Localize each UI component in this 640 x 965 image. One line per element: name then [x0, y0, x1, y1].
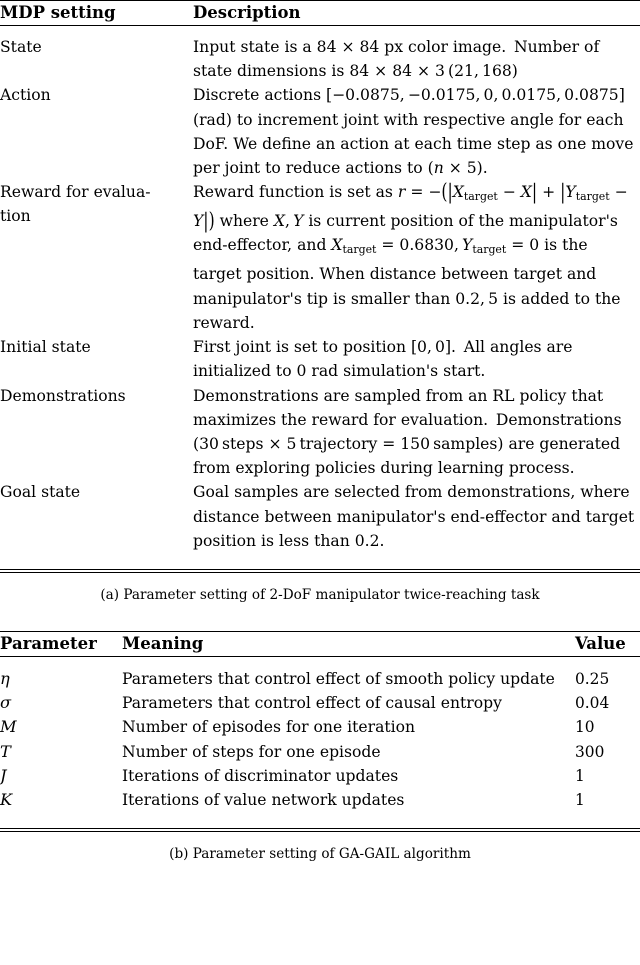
table-a-bottom-spacer — [0, 553, 640, 569]
table-a-cell-description: First joint is set to position [0, 0]. All angles are initialized to 0 rad simulation's start. — [193, 338, 573, 381]
table-b-cell-meaning: Number of steps for one episode — [122, 742, 381, 761]
table-a-header-mdp-setting: MDP setting — [0, 3, 116, 22]
table-b-cell-parameter: M — [0, 717, 17, 737]
table-b-cell-value: 1 — [575, 766, 585, 785]
table-b-cell-value: 1 — [575, 790, 585, 809]
table-row — [0, 26, 640, 83]
table-b-header-value: Value — [575, 633, 626, 653]
table-b-container — [0, 631, 640, 864]
table-b-cell-parameter: σ — [0, 693, 12, 713]
table-a-header-row — [0, 1, 640, 25]
table-b-cell-meaning: Iterations of discriminator updates — [122, 766, 399, 785]
table-a-cell-setting: State — [0, 38, 42, 56]
table-b-cell-parameter: η — [0, 668, 10, 688]
table-a-caption: (a) Parameter setting of 2-DoF manipulator twice-reaching task — [100, 586, 540, 603]
table-b-cell-parameter: T — [0, 741, 11, 761]
table-a-cell-description: Reward function is set as $r = -(|X_{target} - X| + |Y_{target} - Y|)$ where X, Y is current position of the manipulator's end-effector, and $X_{target} = 0.6830$, $Y_{target} = 0$ is the target position. When distance between target and manipulator's tip is smaller than 0.2, 5 is added to the reward. — [193, 180, 628, 332]
table-row — [0, 691, 640, 715]
table-a-header-description: Description — [193, 3, 301, 22]
table-b-cell-meaning: Iterations of value network updates — [122, 790, 405, 809]
table-row — [0, 740, 640, 764]
table-b-cell-parameter: J — [0, 765, 7, 785]
table-a-cell-description: Discrete actions [−0.0875, −0.0175, 0, 0.0175, 0.0875] (rad) to increment joint with respective angle for each DoF. We define an action at each time step as one move per joint to reduce actions to (n × 5). — [193, 86, 634, 178]
table-b-cell-value: 300 — [575, 742, 605, 761]
table-b-cell-value: 0.04 — [575, 694, 610, 713]
table-b-body — [0, 657, 640, 812]
table-a-cell-setting: Demonstrations — [0, 386, 126, 405]
table-b — [0, 632, 640, 656]
table-b-cell-parameter: K — [0, 789, 13, 809]
table-a-body — [0, 26, 640, 553]
table-b-header-row — [0, 632, 640, 656]
table-a-cell-description: Goal samples are selected from demonstrations, where distance between manipulator's end-effector and target position is less than 0.2. — [193, 483, 635, 550]
table-a-cell-description: Demonstrations are sampled from an RL policy that maximizes the reward for evaluation. Demonstrations (30 steps × 5 trajectory = 150 samples) are generated from exploring policies during learning process. — [193, 386, 622, 478]
table-b-header-parameter: Parameter — [0, 633, 97, 653]
table-b-header-meaning: Meaning — [122, 633, 204, 653]
table-b-caption: (b) Parameter setting of GA-GAIL algorithm — [169, 846, 471, 863]
table-a-cell-setting: Action — [0, 86, 51, 105]
table-a-cell-setting: Reward for evalua- tion — [0, 183, 151, 226]
table-b-cell-value: 0.25 — [575, 669, 610, 688]
table-b-cell-value: 10 — [575, 718, 595, 737]
table-b-bottom-spacer — [0, 812, 640, 828]
table-row — [0, 480, 640, 553]
table-row — [0, 180, 640, 335]
table-row — [0, 83, 640, 180]
table-b-cell-meaning: Parameters that control effect of smooth policy update — [122, 669, 555, 688]
tables-gap — [0, 605, 640, 631]
table-row — [0, 788, 640, 812]
table-row — [0, 715, 640, 739]
table-a — [0, 1, 640, 25]
table-a-cell-description: Input state is a 84 × 84 px color image. Number of state dimensions is 84 × 84 × 3 (21, 168) — [193, 38, 600, 81]
table-row — [0, 335, 640, 383]
table-b-cell-meaning: Parameters that control effect of causal entropy — [122, 694, 502, 713]
table-row — [0, 384, 640, 481]
table-a-cell-setting: Initial state — [0, 338, 91, 357]
table-b-cell-meaning: Number of episodes for one iteration — [122, 718, 416, 737]
table-row — [0, 764, 640, 788]
table-a-cell-setting: Goal state — [0, 483, 81, 502]
table-row — [0, 657, 640, 691]
